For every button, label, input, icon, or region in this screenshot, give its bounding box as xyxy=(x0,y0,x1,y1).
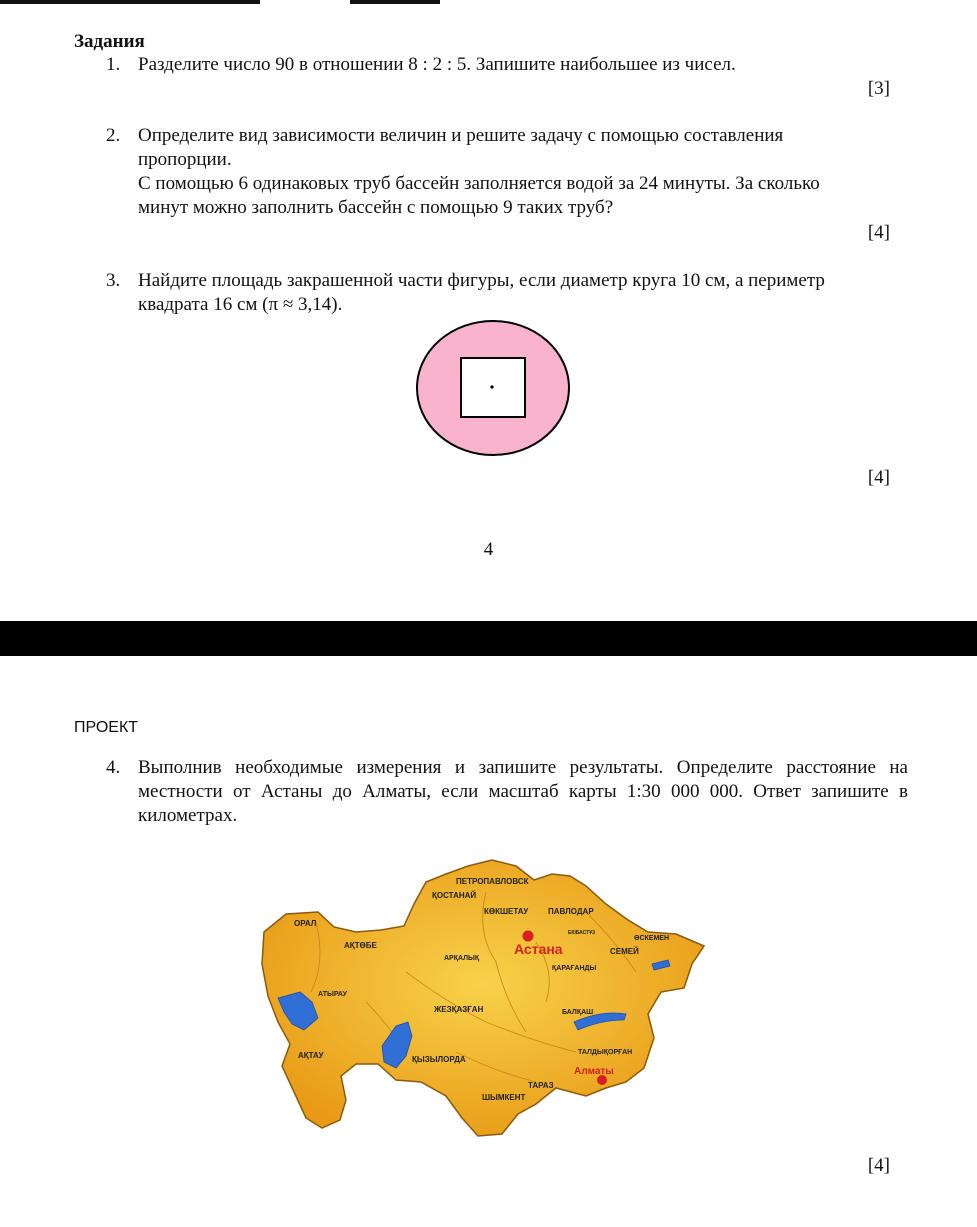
city-label-balkash: БАЛҚАШ xyxy=(562,1009,594,1016)
task-3-line: квадрата 16 см (π ≈ 3,14). xyxy=(138,294,343,315)
kazakhstan-map xyxy=(256,852,712,1144)
city-label-semei: СЕМЕЙ xyxy=(610,947,639,956)
task-2-line: пропорции. xyxy=(138,149,232,170)
city-label-taldykorgan: ТАЛДЫҚОРҒАН xyxy=(578,1049,633,1056)
city-label-shymkent: ШЫМКЕНТ xyxy=(482,1093,526,1102)
city-label-kyzylorda: ҚЫЗЫЛОРДА xyxy=(412,1055,466,1064)
task-2-line: минут можно заполнить бассейн с помощью 9 таких труб? xyxy=(138,197,614,218)
task-2-score: [4] xyxy=(867,222,890,243)
city-label-almaty: Алматы xyxy=(574,1066,614,1077)
top-cut-text-line xyxy=(0,0,977,4)
task-2-number: 2. xyxy=(106,125,121,146)
city-label-ekibastuz: ЕКІБАСТҰЗ xyxy=(568,930,596,936)
city-label-taraz: ТАРАЗ xyxy=(528,1081,554,1090)
city-label-petropavlovsk: ПЕТРОПАВЛОВСК xyxy=(456,877,529,886)
circle-square-figure xyxy=(410,316,576,462)
city-label-kostanai: ҚОСТАНАЙ xyxy=(432,891,477,900)
capital-label-astana: Астана xyxy=(514,941,563,957)
task-4-score: [4] xyxy=(867,1155,890,1176)
city-label-oskemen: ӨСКЕМЕН xyxy=(634,935,669,942)
task-4 xyxy=(106,756,908,828)
task-2-line: Определите вид зависимости величин и решите задачу с помощью составления xyxy=(138,125,784,146)
city-label-oral: ОРАЛ xyxy=(294,919,317,928)
task-4-text: Выполнив необходимые измерения и запишите результаты. Определите расстояние на местности от Астаны до Алматы, если масштаб карты 1:30 000 000. Ответ запишите в километрах. xyxy=(138,757,908,826)
task-4-number: 4. xyxy=(106,757,121,778)
astana-marker xyxy=(523,931,534,942)
task-3 xyxy=(106,269,906,317)
city-label-arkalyk: АРҚАЛЫҚ xyxy=(444,955,480,962)
city-label-kokshetau: КӨКШЕТАУ xyxy=(484,907,529,916)
page-number: 4 xyxy=(483,539,494,560)
task-1-number: 1. xyxy=(106,54,121,75)
city-label-atyrau: АТЫРАУ xyxy=(318,991,348,998)
city-label-aktau: АҚТАУ xyxy=(298,1051,324,1060)
page-divider-bar xyxy=(0,621,977,656)
city-label-pavlodar: ПАВЛОДАР xyxy=(548,907,594,916)
task-3-number: 3. xyxy=(106,270,121,291)
city-label-zhezkazgan: ЖЕЗҚАЗҒАН xyxy=(434,1005,484,1014)
task-1-score: [3] xyxy=(867,78,890,99)
city-label-aktobe: АҚТӨБЕ xyxy=(344,941,377,950)
task-2-line: С помощью 6 одинаковых труб бассейн заполняется водой за 24 минуты. За сколько xyxy=(138,173,820,194)
section-heading: Задания xyxy=(74,31,145,52)
task-1-line: Разделите число 90 в отношении 8 : 2 : 5. Запишите наибольшее из чисел. xyxy=(138,54,736,75)
task-3-score: [4] xyxy=(867,467,890,488)
task-2 xyxy=(106,124,906,220)
city-label-karagandy: ҚАРАҒАНДЫ xyxy=(552,965,597,972)
project-label: ПРОЕКТ xyxy=(74,719,139,736)
task-1 xyxy=(106,53,906,77)
task-3-line: Найдите площадь закрашенной части фигуры, если диаметр круга 10 см, а периметр xyxy=(138,270,825,291)
figure-center-dot xyxy=(490,385,493,388)
